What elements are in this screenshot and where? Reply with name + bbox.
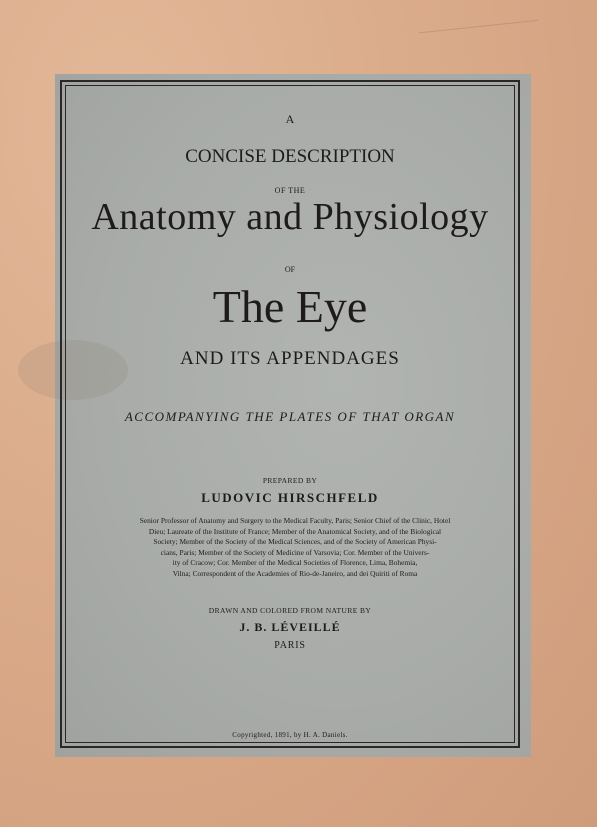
title-line-concise: CONCISE DESCRIPTION — [185, 146, 395, 167]
title-of: OF — [284, 265, 296, 274]
prepared-by-label: PREPARED BY — [262, 476, 318, 485]
credentials-line: Senior Professor of Anatomy and Surgery to the Medical Faculty, Paris; Senior Chief of the Clinic, Hotel — [139, 516, 451, 525]
credentials-line: Vilna; Correspondent of the Academies of Rio-de-Janeiro, and dei Quiriti of Roma — [172, 568, 418, 578]
copyright-notice: Copyrighted, 1891, by H. A. Daniels. — [232, 731, 348, 739]
artist-name: J. B. LÉVEILLÉ — [239, 620, 341, 634]
credentials-line: ity of Cracow; Cor. Member of the Medical Societies of Florence, Lima, Bohemia, — [172, 558, 418, 567]
title-main: Anatomy and Physiology — [91, 196, 489, 238]
author-credentials — [78, 516, 512, 579]
faded-stamp — [419, 20, 541, 59]
title-appendages: AND ITS APPENDAGES — [180, 348, 400, 369]
author-name: LUDOVIC HIRSCHFELD — [201, 490, 379, 505]
title-subject: The Eye — [212, 281, 368, 332]
title-of-the: OF THE — [274, 186, 306, 195]
accompanying-note: ACCOMPANYING THE PLATES OF THAT ORGAN — [124, 409, 456, 424]
credentials-line: Society; Member of the Society of the Medical Sciences, and of the Society of American Physi- — [153, 537, 437, 546]
credentials-line: Dieu; Laureate of the Institute of France; Member of the Anatomical Society, and of the Biological — [148, 526, 442, 536]
title-article: A — [285, 112, 295, 126]
drawn-by-label: DRAWN AND COLORED FROM NATURE BY — [208, 606, 372, 615]
publication-city: PARIS — [274, 640, 306, 651]
credentials-line: cians, Paris; Member of the Society of Medicine of Varsovia; Cor. Member of the Univers- — [160, 547, 430, 557]
